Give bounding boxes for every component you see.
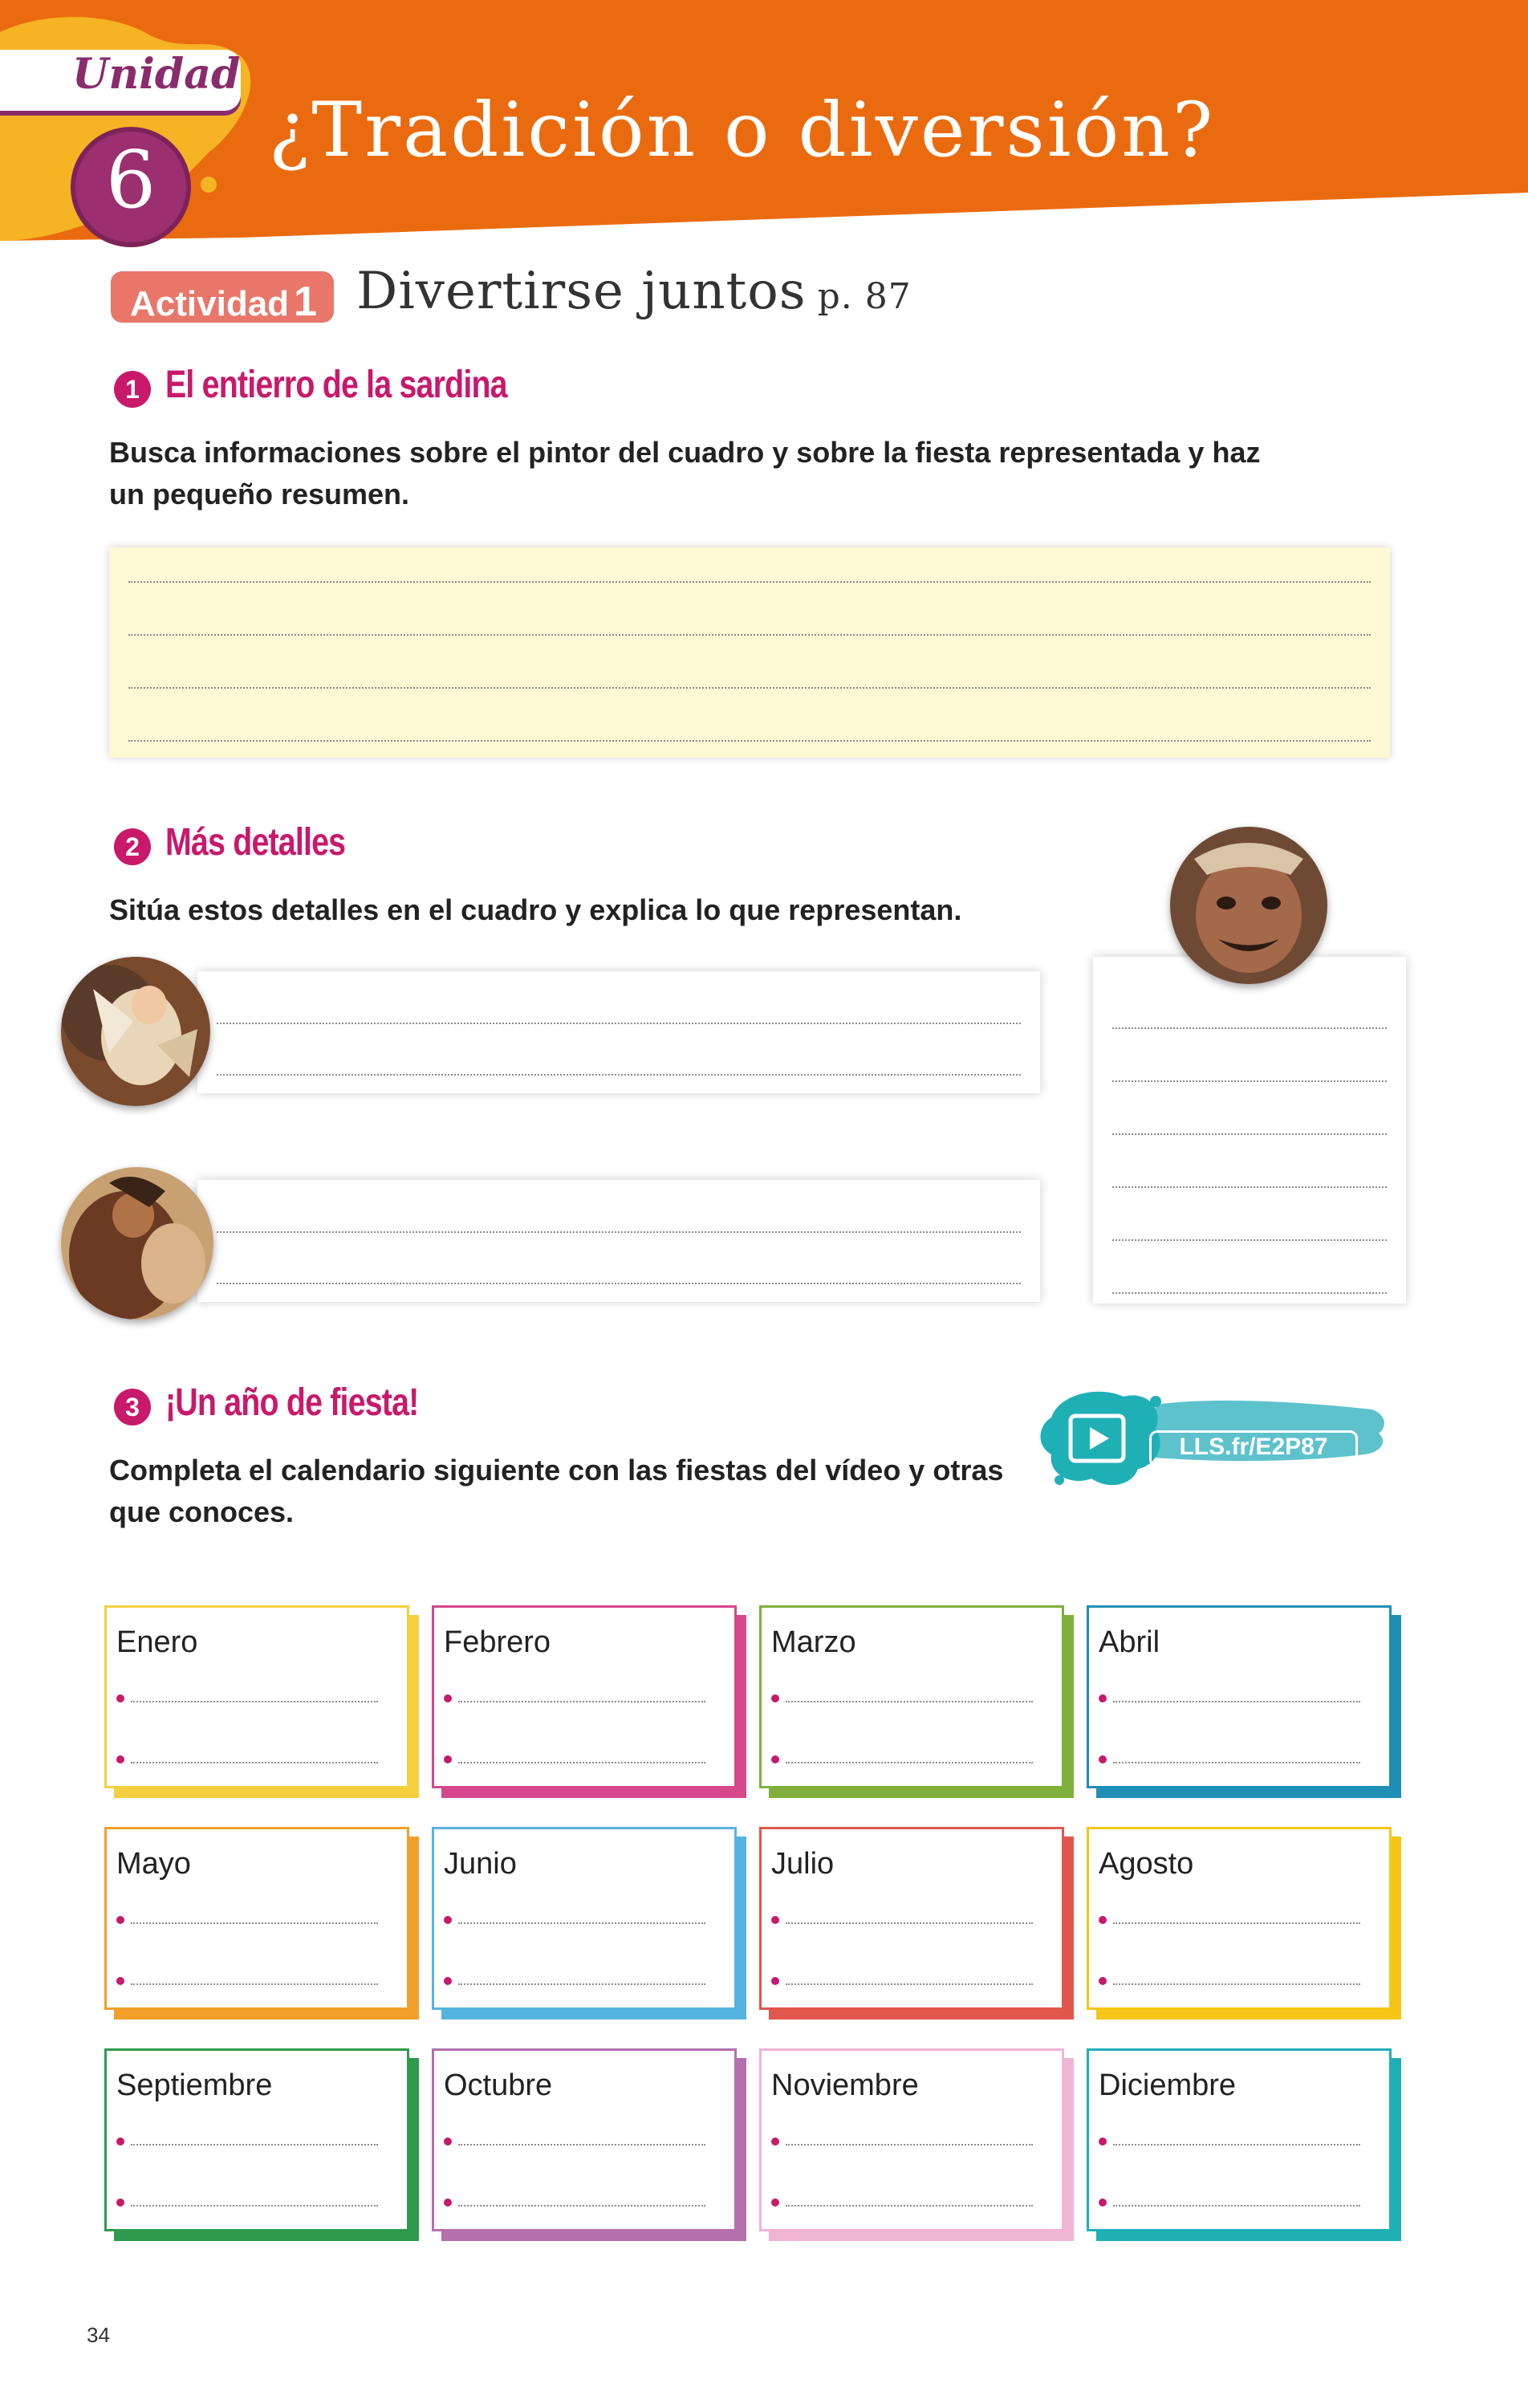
month-card-face bbox=[759, 1605, 1064, 1788]
bullet-icon bbox=[1099, 1755, 1107, 1763]
bullet-icon bbox=[116, 1977, 124, 1985]
month-entry-line-2[interactable] bbox=[786, 2205, 1033, 2207]
activity-title-text: Divertirse juntos bbox=[356, 262, 807, 321]
section-3-title: ¡Un año de fiesta! bbox=[165, 1381, 419, 1424]
month-entry-line-1[interactable] bbox=[131, 1922, 378, 1924]
month-name: Diciembre bbox=[1099, 2068, 1237, 2102]
month-name: Marzo bbox=[771, 1625, 856, 1659]
month-entry-line-2[interactable] bbox=[1113, 1983, 1360, 1985]
month-name: Mayo bbox=[116, 1847, 191, 1881]
month-card-agosto[interactable] bbox=[1087, 1827, 1392, 2010]
month-card-julio[interactable] bbox=[759, 1827, 1064, 2010]
bullet-icon bbox=[444, 2138, 452, 2146]
section-1-title: El entierro de la sardina bbox=[165, 364, 507, 406]
month-card-face bbox=[759, 2048, 1064, 2231]
summary-answer-box[interactable] bbox=[109, 547, 1390, 758]
month-entry-line-2[interactable] bbox=[458, 1762, 705, 1763]
bullet-icon bbox=[444, 1916, 452, 1924]
painting-detail-figures-image bbox=[61, 1167, 213, 1320]
month-card-face bbox=[432, 1827, 737, 2010]
month-entry-line-1[interactable] bbox=[1113, 1701, 1360, 1702]
month-entry-line-2[interactable] bbox=[458, 2205, 705, 2207]
month-name: Septiembre bbox=[116, 2068, 273, 2102]
month-entry-line-1[interactable] bbox=[786, 1701, 1033, 1702]
page-number: 34 bbox=[87, 2323, 110, 2347]
section-2-instruction: Sitúa estos detalles en el cuadro y explica lo que representan. bbox=[109, 893, 962, 926]
video-play-icon[interactable] bbox=[1067, 1413, 1127, 1464]
month-entry-line-2[interactable] bbox=[786, 1983, 1033, 1985]
section-3-number: 3 bbox=[114, 1389, 151, 1426]
bullet-icon bbox=[116, 1694, 124, 1702]
activity-label bbox=[130, 278, 317, 326]
month-name: Abril bbox=[1099, 1625, 1160, 1659]
month-name: Junio bbox=[444, 1847, 517, 1881]
month-card-mayo[interactable] bbox=[104, 1827, 409, 2010]
detail-answer-box-3[interactable] bbox=[1093, 957, 1406, 1304]
section-3-instruction: Completa el calendario siguiente con las fiestas del vídeo y otras que conoces. bbox=[109, 1454, 1004, 1528]
month-card-diciembre[interactable] bbox=[1087, 2048, 1392, 2231]
bullet-icon bbox=[444, 1977, 452, 1985]
month-card-face bbox=[104, 2048, 409, 2231]
month-card-face bbox=[1087, 1605, 1392, 1788]
bullet-icon bbox=[116, 1916, 124, 1924]
month-entry-line-1[interactable] bbox=[786, 1922, 1033, 1924]
video-link-text[interactable]: LLS.fr/E2P87 bbox=[1179, 1434, 1328, 1460]
month-card-abril[interactable] bbox=[1087, 1605, 1392, 1788]
month-entry-line-2[interactable] bbox=[458, 1983, 705, 1985]
section-2-title: Más detalles bbox=[165, 821, 346, 864]
bullet-icon bbox=[1099, 2199, 1107, 2207]
month-entry-line-1[interactable] bbox=[131, 1701, 378, 1702]
month-entry-line-2[interactable] bbox=[131, 1762, 378, 1763]
month-card-noviembre[interactable] bbox=[759, 2048, 1064, 2231]
month-card-face bbox=[104, 1827, 409, 2010]
bullet-icon bbox=[771, 2199, 779, 2207]
painting-detail-mask-image bbox=[1170, 827, 1327, 984]
month-entry-line-1[interactable] bbox=[786, 2144, 1033, 2146]
activity-badge-label: Actividad bbox=[130, 284, 290, 323]
month-name: Agosto bbox=[1099, 1847, 1194, 1881]
bullet-icon bbox=[771, 1977, 779, 1985]
month-name: Febrero bbox=[444, 1625, 551, 1659]
bullet-icon bbox=[116, 1755, 124, 1763]
bullet-icon bbox=[444, 1755, 452, 1763]
month-card-febrero[interactable] bbox=[432, 1605, 737, 1788]
month-entry-line-2[interactable] bbox=[1113, 1762, 1360, 1763]
bullet-icon bbox=[116, 2138, 124, 2146]
unit-number: 6 bbox=[105, 135, 156, 226]
section-2-number: 2 bbox=[114, 828, 151, 865]
month-entry-line-1[interactable] bbox=[458, 1922, 705, 1924]
month-name: Octubre bbox=[444, 2068, 553, 2102]
month-card-octubre[interactable] bbox=[432, 2048, 737, 2231]
detail-answer-box-1[interactable] bbox=[197, 971, 1040, 1093]
month-entry-line-2[interactable] bbox=[131, 2205, 378, 2207]
bullet-icon bbox=[444, 2199, 452, 2207]
month-entry-line-1[interactable] bbox=[458, 1701, 705, 1702]
month-entry-line-1[interactable] bbox=[131, 2144, 378, 2146]
bullet-icon bbox=[444, 1694, 452, 1702]
month-card-enero[interactable] bbox=[104, 1605, 409, 1788]
page-title: ¿Tradición o diversión? bbox=[269, 87, 1216, 174]
bullet-icon bbox=[771, 1755, 779, 1763]
month-name: Noviembre bbox=[771, 2068, 919, 2102]
painting-detail-dancer-image bbox=[61, 957, 210, 1106]
unit-label: Unidad bbox=[72, 50, 241, 99]
month-name: Enero bbox=[116, 1625, 198, 1659]
month-card-face bbox=[759, 1827, 1064, 2010]
month-card-septiembre[interactable] bbox=[104, 2048, 409, 2231]
month-card-marzo[interactable] bbox=[759, 1605, 1064, 1788]
detail-answer-box-2[interactable] bbox=[197, 1180, 1040, 1302]
month-card-face bbox=[432, 1605, 737, 1788]
bullet-icon bbox=[1099, 1916, 1107, 1924]
month-entry-line-2[interactable] bbox=[131, 1983, 378, 1985]
month-entry-line-2[interactable] bbox=[786, 1762, 1033, 1763]
video-label: vidéo bbox=[1067, 1483, 1112, 1503]
month-entry-line-2[interactable] bbox=[1113, 2205, 1360, 2207]
activity-page-ref: p. 87 bbox=[817, 276, 912, 317]
month-card-junio[interactable] bbox=[432, 1827, 737, 2010]
section-1-number: 1 bbox=[114, 371, 151, 408]
bullet-icon bbox=[1099, 1694, 1107, 1702]
month-name: Julio bbox=[771, 1847, 835, 1881]
bullet-icon bbox=[771, 1916, 779, 1924]
bullet-icon bbox=[771, 1694, 779, 1702]
bullet-icon bbox=[116, 2199, 124, 2207]
month-card-face bbox=[1087, 1827, 1392, 2010]
section-1-instruction: Busca informaciones sobre el pintor del cuadro y sobre la fiesta representada y haz un pequeño resumen. bbox=[109, 436, 1261, 510]
month-entry-line-1[interactable] bbox=[1113, 2144, 1360, 2146]
activity-badge-number: 1 bbox=[294, 279, 317, 325]
bullet-icon bbox=[771, 2138, 779, 2146]
month-card-face bbox=[1087, 2048, 1392, 2231]
month-entry-line-1[interactable] bbox=[458, 2144, 705, 2146]
month-entry-line-1[interactable] bbox=[1113, 1922, 1360, 1924]
month-card-face bbox=[104, 1605, 409, 1788]
bullet-icon bbox=[1099, 1977, 1107, 1985]
activity-title bbox=[356, 262, 912, 321]
bullet-icon bbox=[1099, 2138, 1107, 2146]
month-card-face bbox=[432, 2048, 737, 2231]
